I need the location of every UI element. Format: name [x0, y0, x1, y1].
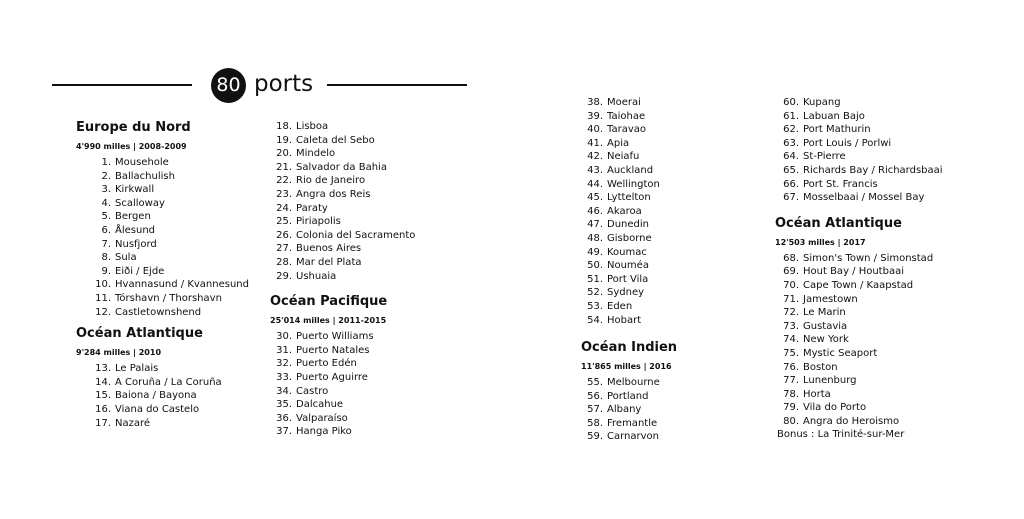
list-item [581, 164, 677, 178]
port-number: 31. [276, 344, 292, 356]
port-number: 48. [587, 232, 603, 244]
port-name: Hvannasund / Kvannesund [115, 279, 249, 291]
port-name: Rio de Janeiro [296, 175, 366, 187]
port-list [764, 96, 943, 205]
list-item [89, 362, 249, 376]
port-number: 69. [783, 266, 799, 278]
port-name: Neiafu [607, 151, 640, 163]
port-number: 63. [783, 137, 799, 149]
port-number: 67. [783, 192, 799, 204]
list-item [270, 202, 415, 216]
port-number: 78. [783, 388, 799, 400]
section-subtitle: 12'503 milles | 2017 [775, 237, 866, 247]
section-title: Océan Atlantique [76, 326, 203, 342]
port-name: Hanga Piko [296, 426, 352, 438]
port-number: 55. [587, 377, 603, 389]
list-item [581, 123, 677, 137]
list-item [777, 374, 943, 388]
section-title: Océan Indien [581, 340, 678, 356]
port-name: Buenos Aires [296, 243, 362, 255]
list-item [777, 150, 943, 164]
list-item [777, 191, 943, 205]
port-number: 34. [276, 385, 292, 397]
port-list [568, 96, 677, 327]
list-item [581, 286, 677, 300]
port-list [257, 330, 415, 439]
list-item [581, 205, 677, 219]
port-name: Gisborne [607, 232, 652, 244]
port-number: 45. [587, 192, 603, 204]
port-number: 7. [101, 238, 111, 250]
port-number: 28. [276, 256, 292, 268]
list-item [777, 123, 943, 137]
port-number: 54. [587, 314, 603, 326]
port-number: 20. [276, 148, 292, 160]
list-item [777, 110, 943, 124]
section-ocean-pacifique [257, 293, 415, 439]
port-name: Salvador da Bahia [296, 161, 387, 173]
list-item [89, 156, 249, 170]
section-continued [568, 96, 677, 327]
port-number: 17. [95, 417, 111, 429]
port-name: Port Vila [607, 273, 649, 285]
list-item [89, 224, 249, 238]
port-number: 56. [587, 390, 603, 402]
port-name: Simon's Town / Simonstad [803, 252, 934, 264]
list-item [270, 412, 415, 426]
list-item [581, 232, 677, 246]
port-name: Moerai [607, 97, 641, 108]
port-number: 64. [783, 151, 799, 163]
section-subtitle: 25'014 milles | 2011-2015 [270, 316, 387, 326]
list-item [270, 174, 415, 188]
section-continued [257, 120, 415, 283]
port-number: 65. [783, 164, 799, 176]
port-number: 76. [783, 361, 799, 373]
port-number: 35. [276, 399, 292, 411]
port-number: 50. [587, 260, 603, 272]
port-number: 9. [101, 265, 111, 277]
list-item [581, 178, 677, 192]
port-number: 58. [587, 417, 603, 429]
list-item [270, 256, 415, 270]
list-item [270, 215, 415, 229]
port-count-badge: 80 [211, 68, 246, 103]
port-number: 8. [101, 252, 111, 264]
port-name: Koumac [607, 246, 647, 258]
list-item [581, 246, 677, 260]
port-name: Taravao [607, 124, 646, 136]
port-name: Mar del Plata [296, 256, 362, 268]
port-number: 33. [276, 371, 292, 383]
port-name: Paraty [296, 202, 328, 214]
port-name: Baiona / Bayona [115, 390, 197, 402]
column-1 [76, 119, 249, 430]
port-number: 16. [95, 403, 111, 415]
list-item [777, 415, 943, 429]
port-name: Tórshavn / Thorshavn [115, 292, 222, 304]
port-number: 71. [783, 293, 799, 305]
list-item [777, 388, 943, 402]
port-name: Ålesund [115, 224, 156, 236]
port-name: Fremantle [607, 417, 658, 429]
list-item [89, 170, 249, 184]
section-ocean-atlantique-2 [764, 215, 943, 442]
port-name: Castro [296, 385, 329, 397]
port-number: 60. [783, 97, 799, 108]
port-name: Lisboa [296, 121, 329, 132]
list-item [89, 403, 249, 417]
port-name: Nusfjord [115, 238, 157, 250]
port-number: 57. [587, 404, 603, 416]
port-number: 32. [276, 358, 292, 370]
section-subtitle: 11'865 milles | 2016 [581, 362, 672, 372]
port-name: Puerto Edén [296, 358, 357, 370]
list-item [270, 398, 415, 412]
list-item [777, 279, 943, 293]
list-item [89, 292, 249, 306]
port-name: Nazaré [115, 417, 151, 429]
port-name: Valparaíso [296, 412, 348, 424]
list-item [581, 137, 677, 151]
port-name: Lunenburg [803, 375, 857, 387]
section-subtitle: 4'990 milles | 2008-2009 [76, 142, 187, 151]
port-name: Ushuaia [296, 270, 337, 282]
list-item [777, 178, 943, 192]
port-name: Richards Bay / Richardsbaai [803, 164, 943, 176]
port-number: 68. [783, 252, 799, 264]
list-item [270, 134, 415, 148]
port-number: 13. [95, 363, 111, 375]
port-name: Kupang [803, 97, 841, 108]
port-number: 75. [783, 347, 799, 359]
port-number: 40. [587, 124, 603, 136]
list-item [270, 188, 415, 202]
port-name: Ballachulish [115, 170, 175, 182]
section-ocean-indien [568, 339, 677, 444]
port-number: 14. [95, 376, 111, 388]
list-item [777, 347, 943, 361]
column-4 [764, 96, 943, 442]
list-item [777, 96, 943, 110]
list-item [89, 238, 249, 252]
list-item [777, 401, 943, 415]
port-list [76, 362, 249, 430]
port-name: Taiohae [607, 110, 646, 122]
port-name: Sula [115, 252, 137, 264]
list-item [270, 371, 415, 385]
list-item [270, 425, 415, 439]
port-name: Angra do Heroismo [803, 415, 900, 427]
port-number: 38. [587, 97, 603, 108]
list-item [89, 376, 249, 390]
list-item [89, 183, 249, 197]
list-item [581, 430, 677, 444]
list-item [270, 229, 415, 243]
port-number: 66. [783, 178, 799, 190]
port-name: Puerto Natales [296, 344, 370, 356]
port-name: Boston [803, 361, 838, 373]
port-number: 25. [276, 216, 292, 228]
port-name: Cape Town / Kaapstad [803, 279, 914, 291]
port-number: 43. [587, 164, 603, 176]
port-number: 41. [587, 137, 603, 149]
list-item [777, 333, 943, 347]
list-item [777, 306, 943, 320]
port-number: 61. [783, 110, 799, 122]
list-item [89, 417, 249, 431]
list-item [777, 265, 943, 279]
port-name: A Coruña / La Coruña [115, 376, 222, 388]
port-number: 62. [783, 124, 799, 136]
list-item [777, 293, 943, 307]
section-title: Océan Atlantique [775, 215, 902, 231]
port-number: 59. [587, 431, 603, 443]
port-number: 47. [587, 219, 603, 231]
port-name: Colonia del Sacramento [296, 229, 416, 241]
list-item [89, 306, 249, 320]
port-number: 5. [101, 211, 111, 223]
list-item [777, 320, 943, 334]
port-number: 18. [276, 121, 292, 132]
port-number: 44. [587, 178, 603, 190]
port-name: Mousehole [115, 157, 169, 168]
port-name: Carnarvon [607, 431, 659, 443]
port-name: Nouméa [607, 260, 649, 272]
port-name: New York [803, 334, 849, 346]
header-rule-right [327, 84, 467, 86]
port-number: 26. [276, 229, 292, 241]
port-name: Dunedin [607, 219, 649, 231]
section-ocean-atlantique-1 [76, 325, 249, 430]
column-2 [257, 120, 415, 439]
list-item [270, 161, 415, 175]
port-name: Hobart [607, 314, 642, 326]
list-item [777, 361, 943, 375]
port-name: Labuan Bajo [803, 110, 865, 122]
list-item [777, 137, 943, 151]
list-item [89, 197, 249, 211]
section-subtitle: 9'284 milles | 2010 [76, 348, 162, 358]
page-title: ports [254, 71, 314, 97]
port-number: 70. [783, 279, 799, 291]
list-item [581, 96, 677, 110]
port-number: 49. [587, 246, 603, 258]
port-name: Auckland [607, 164, 654, 176]
port-number: 12. [95, 306, 111, 318]
port-name: Hout Bay / Houtbaai [803, 266, 904, 278]
list-item [777, 164, 943, 178]
list-item [270, 344, 415, 358]
port-name: Le Palais [115, 363, 159, 375]
port-number: 52. [587, 287, 603, 299]
port-name: Castletownshend [115, 306, 202, 318]
list-item [581, 403, 677, 417]
port-name: Melbourne [607, 377, 660, 389]
port-number: 42. [587, 151, 603, 163]
list-item [89, 389, 249, 403]
port-name: Bergen [115, 211, 151, 223]
port-number: 4. [101, 197, 111, 209]
port-list [764, 252, 943, 429]
port-name: Port Louis / Porlwi [803, 137, 892, 149]
port-number: 29. [276, 270, 292, 282]
port-number: 74. [783, 334, 799, 346]
list-item [270, 270, 415, 284]
port-number: 11. [95, 292, 111, 304]
list-item [581, 273, 677, 287]
port-number: 6. [101, 224, 111, 236]
list-item [581, 417, 677, 431]
port-name: Puerto Aguirre [296, 371, 368, 383]
port-name: Wellington [607, 178, 660, 190]
port-name: Vila do Porto [803, 402, 867, 414]
port-number: 27. [276, 243, 292, 255]
list-item [270, 357, 415, 371]
section-europe-du-nord [76, 119, 249, 319]
port-number: 51. [587, 273, 603, 285]
port-number: 1. [101, 157, 111, 168]
list-item [581, 314, 677, 328]
list-item [581, 390, 677, 404]
list-item [581, 150, 677, 164]
port-number: 37. [276, 426, 292, 438]
port-name: St-Pierre [803, 151, 846, 163]
section-continued [764, 96, 943, 205]
port-name: Eden [607, 300, 633, 312]
section-title: Europe du Nord [76, 120, 191, 135]
port-name: Angra dos Reis [296, 188, 371, 200]
port-name: Apia [607, 137, 630, 149]
port-list [257, 120, 415, 283]
list-item [581, 259, 677, 273]
port-number: 77. [783, 375, 799, 387]
port-number: 80. [783, 415, 799, 427]
port-list [76, 156, 249, 319]
port-number: 72. [783, 307, 799, 319]
port-number: 46. [587, 205, 603, 217]
list-item [89, 265, 249, 279]
port-number: 15. [95, 390, 111, 402]
port-name: Le Marin [803, 307, 846, 319]
list-item [270, 147, 415, 161]
port-name: Puerto Williams [296, 331, 374, 343]
port-name: Scalloway [115, 197, 165, 209]
port-name: Port St. Francis [803, 178, 878, 190]
port-name: Akaroa [607, 205, 642, 217]
port-list [568, 376, 677, 444]
list-item [89, 278, 249, 292]
port-name: Mindelo [296, 148, 336, 160]
bonus-port: Bonus : La Trinité-sur-Mer [777, 429, 905, 441]
list-item [89, 210, 249, 224]
port-name: Horta [803, 388, 831, 400]
port-number: 10. [95, 279, 111, 291]
port-name: Piriapolis [296, 216, 341, 228]
header-rule-left [52, 84, 192, 86]
port-number: 39. [587, 110, 603, 122]
port-name: Caleta del Sebo [296, 134, 375, 146]
port-number: 23. [276, 188, 292, 200]
list-item [270, 385, 415, 399]
list-item [89, 251, 249, 265]
port-name: Mosselbaai / Mossel Bay [803, 192, 925, 204]
list-item [581, 110, 677, 124]
port-name: Gustavia [803, 320, 848, 332]
list-item [581, 191, 677, 205]
port-name: Albany [607, 404, 642, 416]
port-name: Portland [607, 390, 649, 402]
port-name: Eiði / Ejde [115, 265, 165, 277]
list-item [581, 218, 677, 232]
port-name: Mystic Seaport [803, 347, 878, 359]
list-item [270, 120, 415, 134]
list-item [270, 330, 415, 344]
port-number: 24. [276, 202, 292, 214]
port-number: 21. [276, 161, 292, 173]
port-name: Port Mathurin [803, 124, 871, 136]
port-name: Lyttelton [607, 192, 651, 204]
port-number: 30. [276, 331, 292, 343]
list-item [777, 252, 943, 266]
list-item [581, 376, 677, 390]
port-name: Jamestown [803, 293, 858, 305]
port-number: 2. [101, 170, 111, 182]
port-name: Sydney [607, 287, 645, 299]
port-number: 19. [276, 134, 292, 146]
section-title: Océan Pacifique [270, 294, 388, 310]
port-number: 22. [276, 175, 292, 187]
list-item [581, 300, 677, 314]
port-number: 53. [587, 300, 603, 312]
port-number: 36. [276, 412, 292, 424]
port-number: 79. [783, 402, 799, 414]
column-3 [568, 96, 677, 444]
port-number: 73. [783, 320, 799, 332]
list-item [270, 242, 415, 256]
port-name: Dalcahue [296, 399, 344, 411]
port-name: Viana do Castelo [115, 403, 200, 415]
port-number: 3. [101, 184, 111, 196]
port-name: Kirkwall [115, 184, 155, 196]
